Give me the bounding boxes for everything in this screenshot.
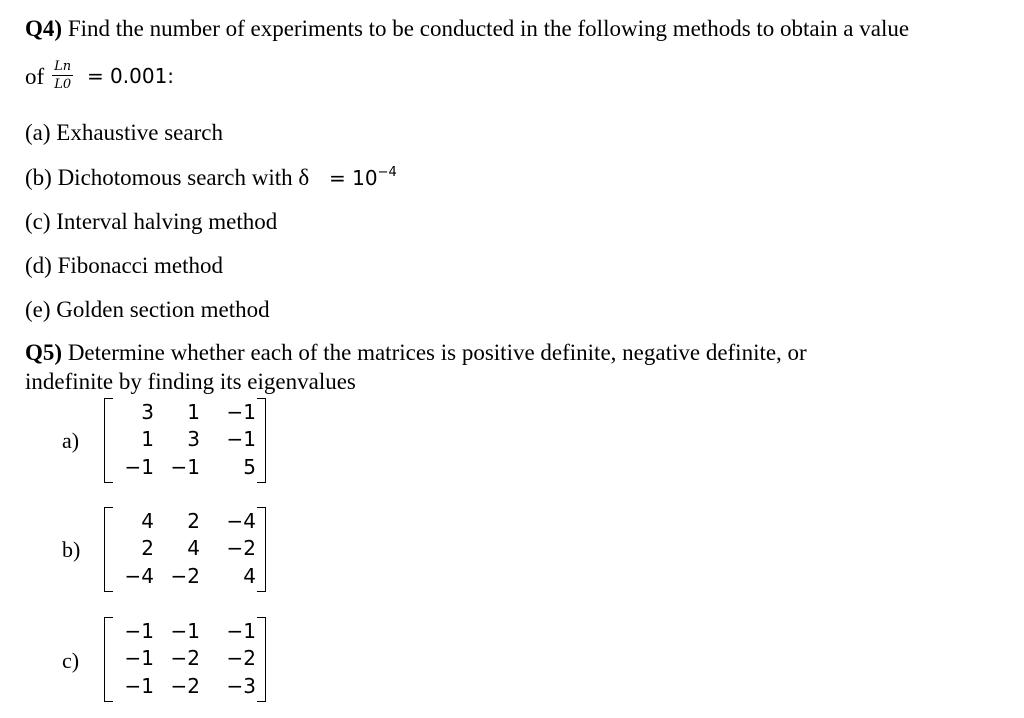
q5-text-line1: Determine whether each of the matrices is positive definite, negative definite, or [67, 340, 807, 365]
matrix-cell: −2 [170, 563, 200, 588]
q5-label: Q5) [25, 340, 63, 365]
matrix-cell: 5 [243, 454, 256, 479]
q4-label: Q4) [25, 16, 63, 41]
matrix-cell: −4 [226, 508, 256, 533]
matrix-cell: −2 [226, 536, 256, 561]
matrix-cell: −1 [124, 646, 154, 671]
matrix-cell: −2 [170, 673, 200, 698]
matrix-b-label: b) [62, 537, 81, 562]
matrix-cell: −1 [124, 454, 154, 479]
matrix-cell: −2 [170, 646, 200, 671]
ratio-numerator: Ln [52, 60, 73, 76]
left-bracket [104, 507, 113, 592]
q4-part-a: (a) Exhaustive search [25, 120, 223, 145]
right-bracket [257, 617, 266, 702]
q4-ratio-line [25, 60, 174, 93]
matrix-cell: 3 [141, 399, 154, 424]
right-bracket [257, 398, 266, 483]
matrix-cell: −1 [170, 618, 200, 643]
matrix-cell: −1 [226, 399, 256, 424]
matrix-a-label: a) [62, 428, 80, 453]
matrix-cell: −1 [226, 427, 256, 452]
matrix-cell: −1 [170, 454, 200, 479]
delta-value [329, 166, 397, 190]
q4-part-c: (c) Interval halving method [25, 209, 278, 234]
matrix-cell: −1 [124, 618, 154, 643]
matrix-cell: 4 [187, 536, 200, 561]
matrix-c-label: c) [62, 648, 80, 673]
matrix-c [104, 617, 266, 700]
q4-text: Find the number of experiments to be conducted in the following methods to obtain a value [67, 16, 910, 41]
matrix-cell: 1 [187, 399, 200, 424]
q4-part-d: (d) Fibonacci method [25, 253, 224, 278]
delta-base: = 10 [328, 166, 378, 190]
q5-question-line2: indefinite by finding its eigenvalues [25, 369, 356, 394]
left-bracket [104, 617, 113, 702]
matrix-cell: −2 [226, 646, 256, 671]
q4-part-e: (e) Golden section method [25, 297, 270, 322]
matrix-cell: −3 [226, 673, 256, 698]
matrix-cell: 1 [141, 427, 154, 452]
q5-question-line1 [25, 341, 807, 364]
q4-part-b [25, 166, 397, 189]
matrix-cell: 3 [187, 427, 200, 452]
left-bracket [104, 398, 113, 483]
q4-of: of [25, 63, 45, 89]
matrix-a [104, 398, 266, 481]
delta-exponent: −4 [377, 165, 397, 180]
ratio-denominator: L0 [54, 77, 72, 93]
ratio-value: = 0.001: [86, 64, 175, 89]
matrix-cell: 2 [187, 508, 200, 533]
matrix-cell: −1 [226, 618, 256, 643]
matrix-b [104, 507, 266, 590]
matrix-cell: 2 [141, 536, 154, 561]
matrix-cell: 4 [141, 508, 154, 533]
ratio-fraction [52, 60, 73, 93]
q4-question [25, 17, 909, 40]
matrix-cell: 4 [243, 563, 256, 588]
matrix-cell: −4 [124, 563, 154, 588]
q4-part-b-text: (b) Dichotomous search with δ [25, 165, 310, 190]
right-bracket [257, 507, 266, 592]
matrix-cell: −1 [124, 673, 154, 698]
